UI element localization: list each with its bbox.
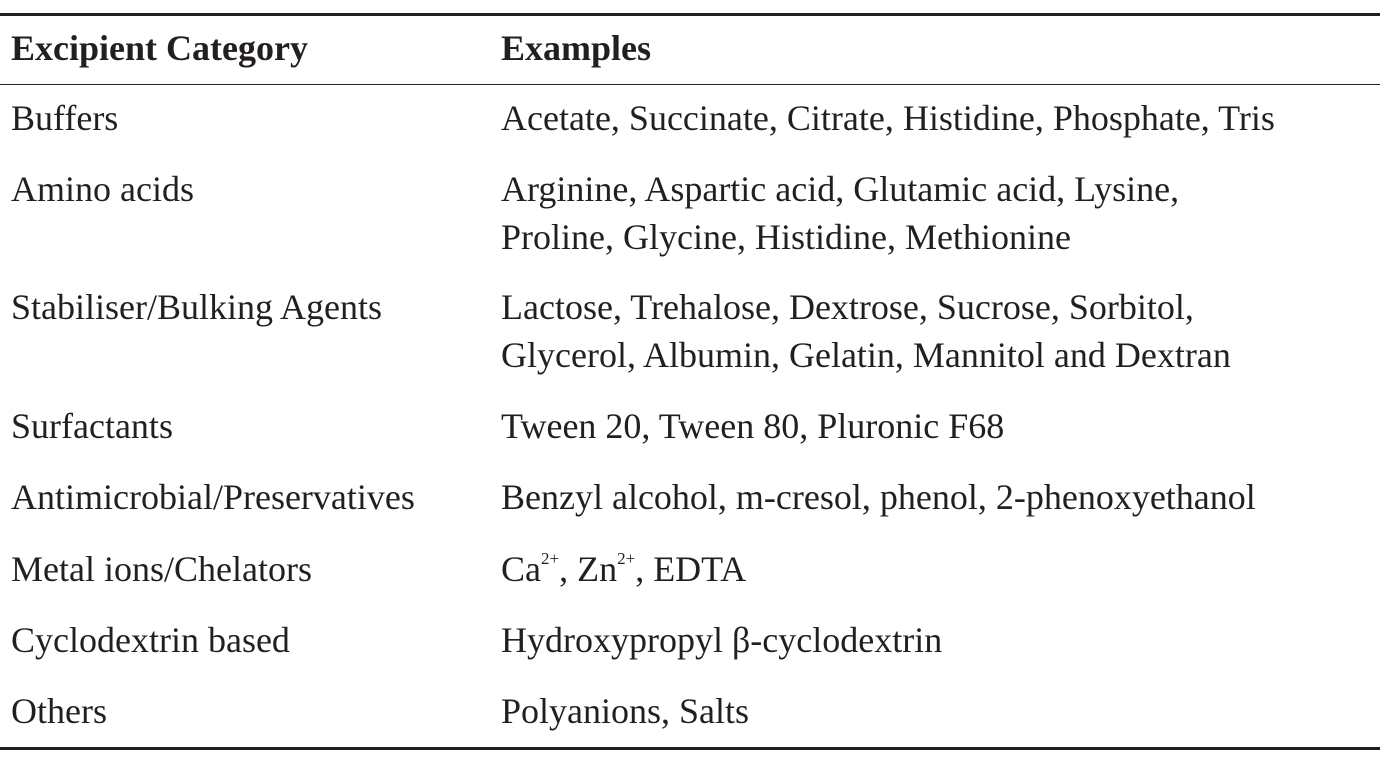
zinc-charge: 2+: [617, 549, 636, 568]
calcium-symbol: Ca: [501, 549, 541, 589]
row-examples-stabiliser-line2: Glycerol, Albumin, Gelatin, Mannitol and Dextran: [501, 335, 1231, 375]
row-category-stabiliser: Stabiliser/Bulking Agents: [11, 287, 383, 327]
header-examples: Examples: [501, 28, 652, 68]
row-category-antimicrobial: Antimicrobial/Preservatives: [11, 477, 415, 517]
row-category-cyclodextrin: Cyclodextrin based: [11, 620, 290, 660]
row-examples-buffers: Acetate, Succinate, Citrate, Histidine, Phosphate, Tris: [501, 98, 1275, 138]
row-category-surfactants: Surfactants: [11, 406, 173, 446]
table-top-rule: [0, 13, 1380, 16]
row-category-metal-ions: Metal ions/Chelators: [11, 549, 312, 589]
edta-text: , EDTA: [635, 549, 747, 589]
row-examples-antimicrobial: Benzyl alcohol, m-cresol, phenol, 2-phenoxyethanol: [501, 477, 1256, 517]
zinc-symbol: Zn: [577, 549, 618, 589]
row-category-amino-acids: Amino acids: [11, 169, 194, 209]
row-examples-metal-ions: [501, 545, 746, 593]
row-examples-cyclodextrin: Hydroxypropyl β-cyclodextrin: [501, 620, 943, 660]
table-bottom-rule: [0, 747, 1380, 750]
calcium-charge: 2+: [541, 549, 560, 568]
header-divider-rule: [0, 84, 1380, 85]
header-excipient-category: Excipient Category: [11, 28, 308, 68]
row-category-buffers: Buffers: [11, 98, 119, 138]
row-examples-amino-acids-line2: Proline, Glycine, Histidine, Methionine: [501, 217, 1071, 257]
row-examples-others: Polyanions, Salts: [501, 691, 750, 731]
row-examples-amino-acids-line1: Arginine, Aspartic acid, Glutamic acid, Lysine,: [501, 169, 1180, 209]
row-examples-stabiliser-line1: Lactose, Trehalose, Dextrose, Sucrose, Sorbitol,: [501, 287, 1194, 327]
separator-comma: ,: [559, 549, 578, 589]
row-category-others: Others: [11, 691, 107, 731]
row-examples-surfactants: Tween 20, Tween 80, Pluronic F68: [501, 406, 1005, 446]
